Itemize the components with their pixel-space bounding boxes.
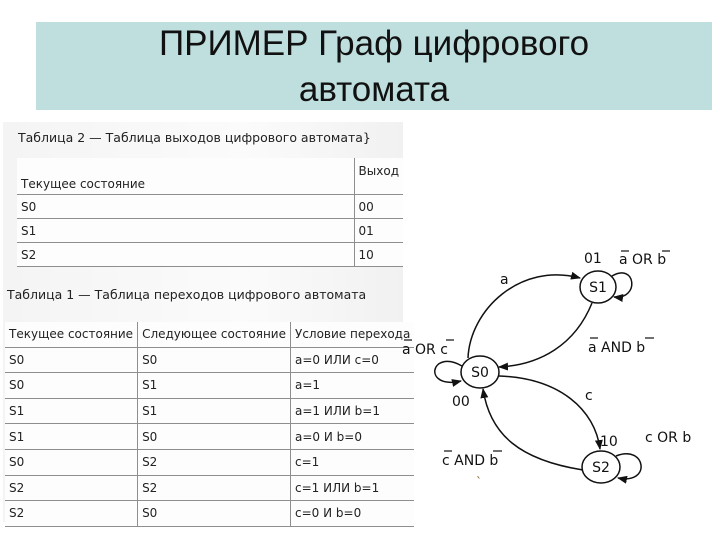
- edge-s0-to-s1: [468, 275, 580, 358]
- table-cell: c=0 И b=0: [291, 501, 415, 527]
- table-cell: S2: [17, 243, 354, 267]
- state-label-s0: S0: [471, 365, 489, 381]
- table-cell: S0: [5, 373, 138, 399]
- table-cell: S0: [138, 501, 291, 527]
- table-cell: S0: [138, 424, 291, 450]
- table-cell: S1: [5, 424, 138, 450]
- table-cell: S1: [138, 373, 291, 399]
- table-header-cell: Условие перехода: [291, 322, 415, 347]
- table-cell: S1: [138, 398, 291, 424]
- edge-label-s0-s1: a: [500, 272, 509, 288]
- output-label-s0: 00: [452, 394, 470, 410]
- table-cell: a=1 ИЛИ b=1: [291, 398, 415, 424]
- table-header-cell: Текущее состояние: [5, 322, 138, 347]
- table-cell: S2: [138, 449, 291, 475]
- edge-s1-to-s0: [499, 303, 592, 367]
- table-cell: S0: [5, 449, 138, 475]
- edge-label-s0-s2: c: [585, 388, 593, 404]
- table-cell: a=1: [291, 373, 415, 399]
- table-cell: c=1: [291, 449, 415, 475]
- transitions-table-caption: Таблица 1 — Таблица переходов цифрового автомата: [7, 287, 367, 302]
- edge-label-s1-self: a OR b: [619, 252, 667, 268]
- table-cell: S2: [5, 501, 138, 527]
- slide-title-line-2: автомата: [298, 70, 450, 109]
- table-cell: a=0 И b=0: [291, 424, 415, 450]
- output-label-s2: 10: [600, 434, 618, 450]
- table-cell: S0: [138, 347, 291, 373]
- edge-label-s2-self: c OR b: [645, 430, 692, 446]
- state-label-s2: S2: [592, 460, 610, 476]
- edge-label-s1-s0: a AND b: [588, 340, 646, 356]
- table-cell: S0: [5, 347, 138, 373]
- edge-s0-to-s2: [499, 376, 600, 449]
- outputs-table-caption: Таблица 2 — Таблица выходов цифрового автомата}: [18, 130, 371, 145]
- table-cell: 01: [354, 219, 403, 243]
- table-cell: S2: [5, 475, 138, 501]
- table-cell: S2: [138, 475, 291, 501]
- table-cell: a=0 ИЛИ c=0: [291, 347, 415, 373]
- state-label-s1: S1: [589, 280, 607, 296]
- self-loop-s0: [435, 361, 462, 382]
- scan-mark: `: [476, 475, 482, 489]
- table-cell: S0: [17, 195, 354, 219]
- table-header-cell: Следующее состояние: [138, 322, 291, 347]
- slide-title-line-1: ПРИМЕР Граф цифрового: [158, 24, 590, 63]
- table-header-cell: Текущее состояние: [17, 158, 354, 195]
- edge-label-s2-s0: c AND b: [442, 453, 499, 469]
- edge-label-s0-self: a OR c: [402, 342, 448, 358]
- table-cell: 00: [354, 195, 403, 219]
- table-cell: S1: [5, 398, 138, 424]
- table-header-cell: Выход: [354, 158, 403, 195]
- table-cell: 10: [354, 243, 403, 267]
- table-cell: S1: [17, 219, 354, 243]
- table-cell: c=1 ИЛИ b=1: [291, 475, 415, 501]
- output-label-s1: 01: [584, 251, 602, 267]
